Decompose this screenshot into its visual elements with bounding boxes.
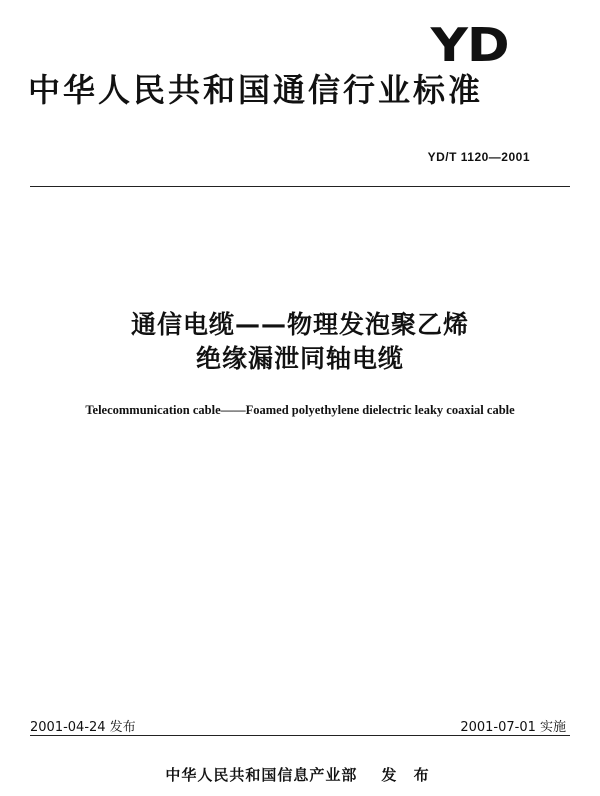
implementation-date: 2001-07-01 实施	[460, 720, 566, 735]
chinese-title	[0, 308, 600, 376]
footer-divider	[30, 735, 570, 736]
publisher	[0, 764, 600, 785]
publisher-action: 发 布	[381, 766, 435, 784]
publisher-name: 中华人民共和国信息产业部	[165, 766, 358, 784]
english-title: Telecommunication cable——Foamed polyethylene dielectric leaky coaxial cable	[85, 403, 515, 417]
org-title: 中华人民共和国通信行业标准	[28, 71, 484, 109]
chinese-title-line-2: 绝缘漏泄同轴电缆	[195, 344, 404, 373]
standard-code: YD/T 1120—2001	[427, 150, 530, 164]
header-divider	[30, 186, 570, 187]
yd-logo: YD	[430, 18, 508, 72]
issue-date: 2001-04-24 发布	[30, 720, 136, 735]
chinese-title-line-1: 通信电缆——物理发泡聚乙烯	[130, 310, 469, 339]
